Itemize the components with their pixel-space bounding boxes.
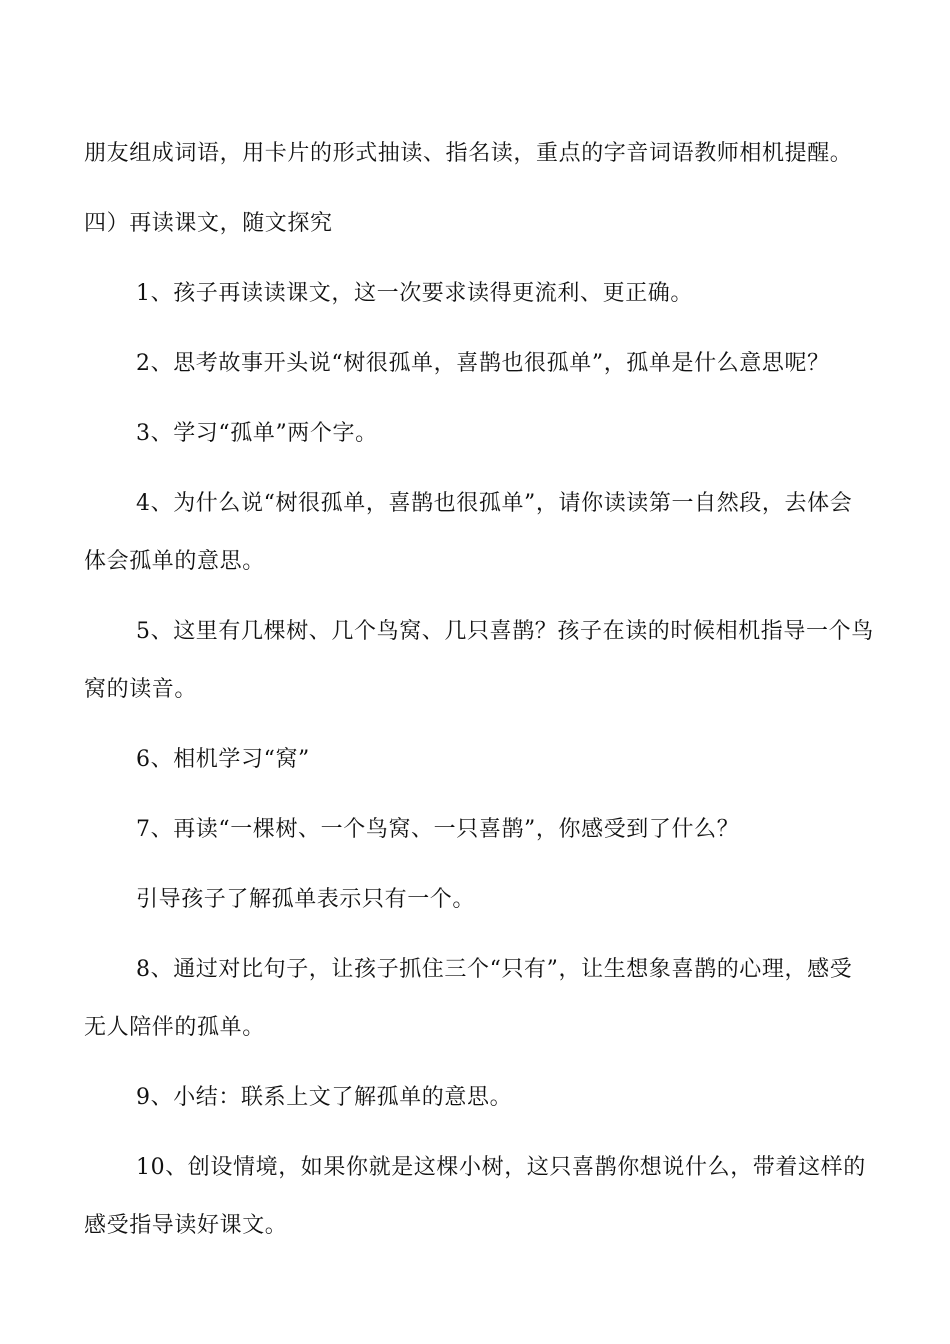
list-item-2 — [84, 348, 872, 380]
text-line: 5、这里有几棵树、几个鸟窝、几只喜鹊？孩子在读的时候相机指导一个鸟 — [136, 619, 874, 644]
list-item-7 — [84, 814, 872, 846]
text-line: 3、学习“孤单”两个字。 — [136, 421, 378, 446]
text-line-continued: 体会孤单的意思。 — [84, 549, 265, 574]
list-item-4 — [84, 488, 872, 578]
list-item-5 — [84, 616, 872, 706]
text-line: 8、通过对比句子，让孩子抓住三个“只有”，让生想象喜鹊的心理，感受 — [136, 957, 853, 982]
text-line: 1、孩子再读读课文，这一次要求读得更流利、更正确。 — [136, 281, 693, 306]
list-item-10 — [84, 1152, 872, 1242]
text-line: 9、小结：联系上文了解孤单的意思。 — [136, 1085, 513, 1110]
guidance-paragraph — [84, 884, 872, 916]
text-line: 4、为什么说“树很孤单，喜鹊也很孤单”，请你读读第一自然段，去体会 — [136, 491, 853, 516]
text-line: 6、相机学习“窝” — [136, 747, 310, 772]
document-page — [84, 138, 872, 1242]
text-line: 7、再读“一棵树、一个鸟窝、一只喜鹊”，你感受到了什么？ — [136, 817, 740, 842]
text-line: 引导孩子了解孤单表示只有一个。 — [136, 887, 476, 912]
list-item-6 — [84, 744, 872, 776]
text-line-continued: 无人陪伴的孤单。 — [84, 1015, 265, 1040]
text-line-continued: 感受指导读好课文。 — [84, 1213, 288, 1238]
text-line: 2、思考故事开头说“树很孤单，喜鹊也很孤单”，孤单是什么意思呢？ — [136, 351, 830, 376]
text-line: 四）再读课文，随文探究 — [84, 211, 333, 236]
list-item-8 — [84, 954, 872, 1044]
text-line-continued: 窝的读音。 — [84, 677, 198, 702]
section-heading-4 — [84, 208, 872, 240]
list-item-9 — [84, 1082, 872, 1114]
list-item-1 — [84, 278, 872, 310]
paragraph-1 — [84, 138, 872, 170]
text-line: 10、创设情境，如果你就是这棵小树，这只喜鹊你想说什么，带着这样的 — [136, 1155, 866, 1180]
text-line: 朋友组成词语，用卡片的形式抽读、指名读，重点的字音词语教师相机提醒。 — [84, 141, 853, 166]
list-item-3 — [84, 418, 872, 450]
